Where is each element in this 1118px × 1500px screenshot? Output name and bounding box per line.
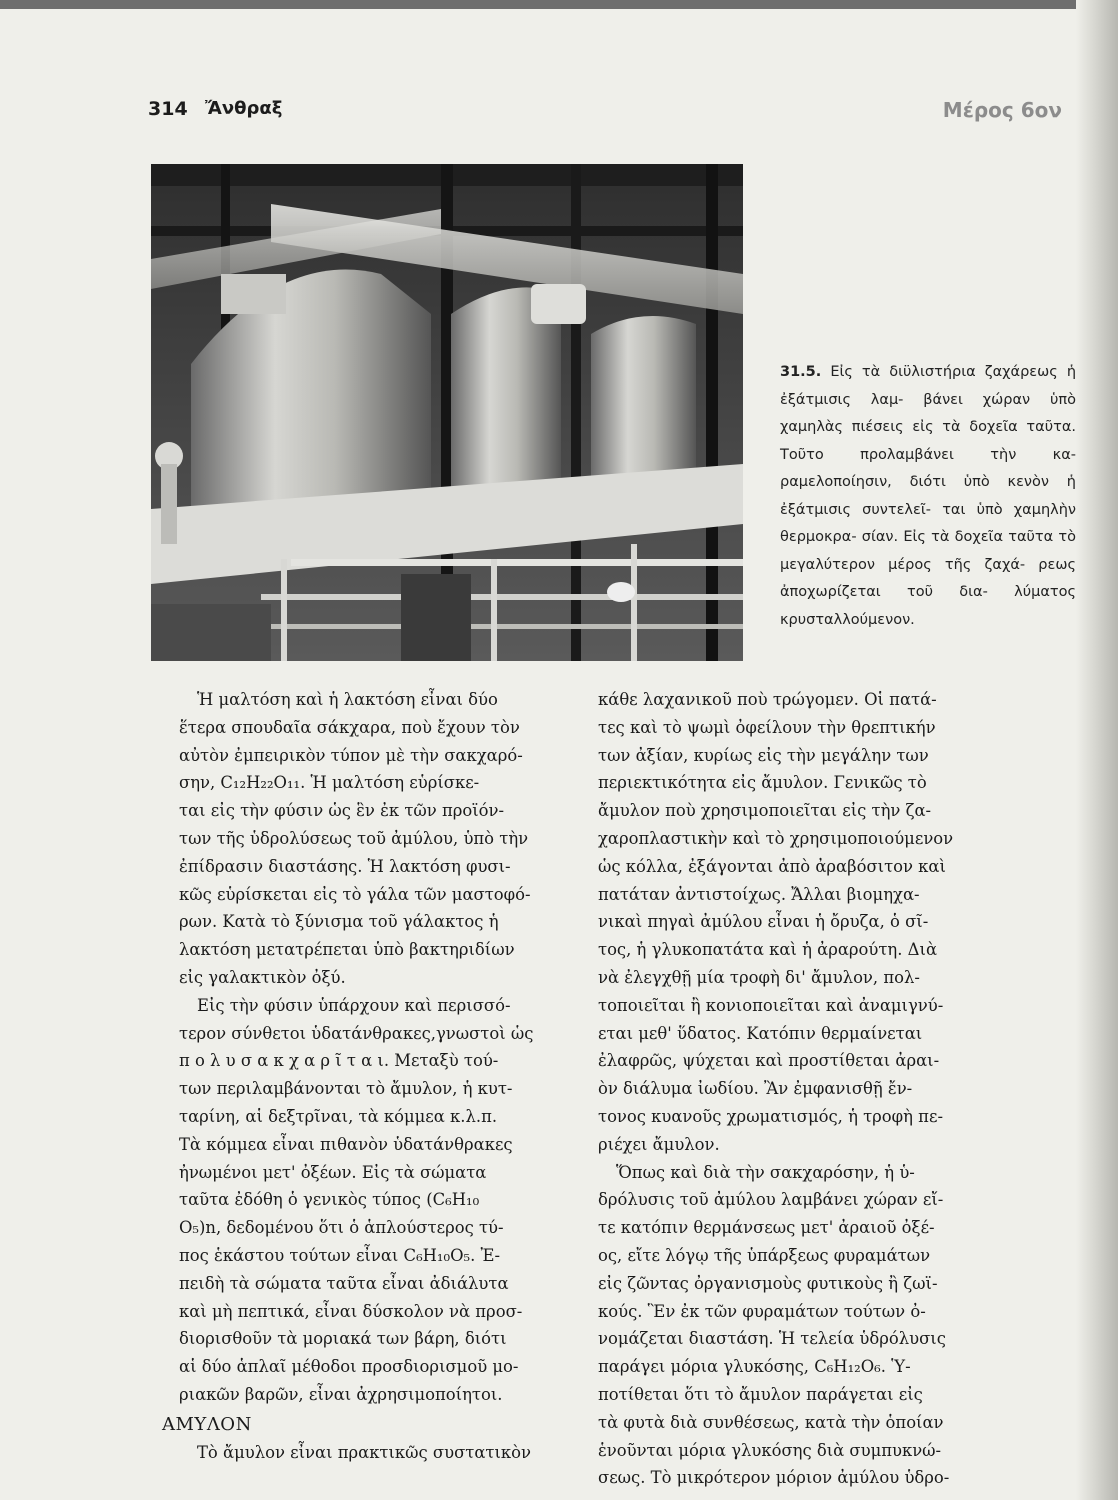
industrial-plant-image <box>151 164 743 661</box>
text-line: κάθε λαχανικοῦ ποὺ τρώγομεν. Οἱ πατά- <box>598 690 937 709</box>
text-line: δρόλυσις τοῦ ἀμύλου λαμβάνει χώραν εἴ- <box>598 1190 944 1210</box>
text-line: Εἰς τὴν φύσιν ὑπάρχουν καὶ περισσό- <box>197 995 511 1015</box>
text-line: των ἀξίαν, κυρίως εἰς τὴν μεγάλην των <box>598 745 929 765</box>
text-line: Ἡ μαλτόση καὶ ἡ λακτόση εἶναι δύο <box>197 690 498 709</box>
caption-line: λύματος κρυσταλλούμενον. <box>780 584 1077 628</box>
text-line: εἰς ζῶντας ὀργανισμοὺς φυτικοὺς ἢ ζωϊ- <box>598 1273 938 1293</box>
text-line: χαροπλαστικὴν καὶ τὸ χρησιμοποιούμενον <box>598 828 954 848</box>
text-line: πειδὴ τὰ σώματα ταῦτα εἶναι ἀδιάλυτα <box>179 1273 509 1293</box>
text-line: αἱ δύο ἁπλαῖ μέθοδοι προσδιορισμοῦ μο- <box>179 1357 519 1377</box>
text-line: νικαὶ πηγαὶ ἀμύλου εἶναι ἡ ὄρυζα, ὁ σῖ- <box>598 912 929 932</box>
caption-line: Εἰς τὰ διϋλιστήρια <box>830 364 976 380</box>
text-line: τος, ἡ γλυκοπατάτα καὶ ἡ ἀραρούτη. Διὰ <box>598 940 938 960</box>
running-title: Ἄνθραξ <box>205 98 283 119</box>
caption-line: κενὸν ἡ ἐξάτμισις συντελεῖ- <box>780 474 1076 518</box>
text-line: παράγει μόρια γλυκόσης, C₆H₁₂O₆. Ὑ- <box>598 1357 911 1377</box>
text-line: Τὰ κόμμεα εἶναι πιθανὸν ὑδατάνθρακες <box>179 1134 513 1154</box>
text-line: κούς. Ἓν ἐκ τῶν φυραμάτων τούτων ὀ- <box>598 1301 926 1321</box>
caption-line: βάνει χώραν ὑπὸ χαμηλὰς <box>780 391 1077 435</box>
text-line: π ο λ υ σ α κ χ α ρ ῖ τ α ι. Μεταξὺ τού- <box>179 1051 499 1071</box>
text-line: λακτόση μετατρέπεται ὑπὸ βακτηριδίων <box>179 940 515 960</box>
text-line: τε κατόπιν θερμάνσεως μετ' ἀραιοῦ ὀξέ- <box>598 1218 935 1238</box>
text-line: τερον σύνθετοι ὑδατάνθρακες,γνωστοὶ ὡς <box>179 1023 534 1043</box>
text-line: ποτίθεται ὅτι τὸ ἄμυλον παράγεται εἰς <box>598 1384 923 1404</box>
evaporator-photograph <box>151 164 743 661</box>
text-line: ἐλαφρῶς, ψύχεται καὶ προστίθεται ἀραι- <box>598 1051 940 1071</box>
text-line: εται μεθ' ὕδατος. Κατόπιν θερμαίνεται <box>598 1023 923 1043</box>
text-line: τὰ φυτὰ διὰ συνθέσεως, κατὰ τὴν ὁποίαν <box>598 1412 944 1432</box>
caption-line: ραμελοποίησιν, διότι ὑπὸ <box>780 474 990 490</box>
caption-line: ζαχάρεως ἡ ἐξάτμισις λαμ- <box>780 364 1077 408</box>
text-line: σεως. Τὸ μικρότερον μόριον ἀμύλου ὑδρο- <box>598 1468 950 1488</box>
book-spine-shadow <box>1076 0 1118 1500</box>
text-line: Ὅπως καὶ διὰ τὴν σακχαρόσην, ἡ ὑ- <box>616 1162 915 1182</box>
caption-line: σίαν. Εἰς τὰ δοχεῖα ταῦτα τὸ <box>861 529 1076 545</box>
text-line: ταῦτα ἐδόθη ὁ γενικὸς τύπος (C₆H₁₀ <box>179 1190 480 1210</box>
text-line: σην, C₁₂H₂₂O₁₁. Ἡ μαλτόση εὑρίσκε- <box>179 773 480 793</box>
text-line: των περιλαμβάνονται τὸ ἄμυλον, ἡ κυτ- <box>179 1079 513 1099</box>
right-text-column <box>598 686 1035 1492</box>
figure-number: 31.5. <box>780 364 822 380</box>
caption-line: μεγαλύτερον μέρος τῆς ζαχά- <box>780 556 1026 573</box>
text-line: ἠνωμένοι μετ' ὀξέων. Εἰς τὰ σώματα <box>179 1162 487 1182</box>
section-heading-amylon: ΑΜΥΛΟΝ <box>162 1413 252 1435</box>
text-line: πος ἑκάστου τούτων εἶναι C₆H₁₀O₅. Ἐ- <box>179 1245 501 1265</box>
text-line: ται εἰς τὴν φύσιν ὡς ἓν ἐκ τῶν προϊόν- <box>179 801 505 821</box>
text-line: Τὸ ἄμυλον εἶναι πρακτικῶς συστατικὸν <box>197 1442 531 1462</box>
text-line: ταρίνη, αἱ δεξτρῖναι, τὰ κόμμεα κ.λ.π. <box>179 1106 498 1126</box>
text-line: ὡς κόλλα, ἐξάγονται ἀπὸ ἀραβόσιτον καὶ <box>598 856 946 876</box>
text-line: εἰς γαλακτικὸν ὀξύ. <box>179 967 346 987</box>
text-line: ἐπίδρασιν διαστάσης. Ἡ λακτόση φυσι- <box>179 856 511 876</box>
caption-line: πιέσεις εἰς τὰ δοχεῖα ταῦτα. <box>851 419 1076 435</box>
figure-caption <box>780 359 1076 634</box>
left-text-column <box>162 686 581 1466</box>
text-line: τονος κυανοῦς χρωματισμός, ἡ τροφὴ πε- <box>598 1106 943 1126</box>
text-line: πατάταν ἀντιστοίχως. Ἄλλαι βιομηχα- <box>598 884 920 904</box>
part-label: Μέρος 6ον <box>942 98 1062 122</box>
text-line: των τῆς ὑδρολύσεως τοῦ ἀμύλου, ὑπὸ τὴν <box>179 828 529 848</box>
text-line: τοποιεῖται ἢ κονιοποιεῖται καὶ ἀναμιγνύ- <box>598 995 944 1015</box>
text-line: αὐτὸν ἐμπειρικὸν τύπον μὲ τὴν σακχαρό- <box>179 745 523 765</box>
text-line: O₅)n, δεδομένου ὅτι ὁ ἁπλούστερος τύ- <box>179 1218 504 1238</box>
text-line: ὸν διάλυμα ἰωδίου. Ἂν ἐμφανισθῇ ἔν- <box>598 1079 913 1099</box>
text-line: διορισθοῦν τὰ μοριακά των βάρη, διότι <box>179 1329 507 1349</box>
top-scan-border <box>0 0 1118 9</box>
text-line: ἕτερα σπουδαῖα σάκχαρα, ποὺ ἔχουν τὸν <box>179 717 520 737</box>
caption-line: Τοῦτο προλαμβάνει τὴν κα- <box>780 446 1076 463</box>
text-line: ριακῶν βαρῶν, εἶναι ἀχρησιμοποίητοι. <box>179 1384 503 1404</box>
text-line: ριέχει ἄμυλον. <box>598 1134 720 1154</box>
caption-line: ρεως ἀποχωρίζεται τοῦ δια- <box>780 556 1076 600</box>
text-line: κῶς εὑρίσκεται εἰς τὸ γάλα τῶν μαστοφό- <box>179 884 531 904</box>
text-line: τες καὶ τὸ ψωμὶ ὀφείλουν τὴν θρεπτικήν <box>598 717 936 737</box>
text-line: ἄμυλον ποὺ χρησιμοποιεῖται εἰς τὴν ζα- <box>598 801 932 821</box>
text-line: ος, εἴτε λόγῳ τῆς ὑπάρξεως φυραμάτων <box>598 1245 931 1265</box>
text-line: νομάζεται διαστάση. Ἡ τελεία ὑδρόλυσις <box>598 1329 946 1349</box>
text-line: ἑνοῦνται μόρια γλυκόσης διὰ συμπυκνώ- <box>598 1440 942 1460</box>
text-line: περιεκτικότητα εἰς ἄμυλον. Γενικῶς τὸ <box>598 773 927 793</box>
text-line: καὶ μὴ πεπτικά, εἶναι δύσκολον νὰ προσ- <box>179 1301 523 1321</box>
page-number: 314 <box>148 98 188 120</box>
caption-line: ται ὑπὸ χαμηλὴν θερμοκρα- <box>780 501 1077 545</box>
text-line: νὰ ἐλεγχθῇ μία τροφὴ δι' ἄμυλον, πολ- <box>598 967 920 987</box>
text-line: ρων. Κατὰ τὸ ξύνισμα τοῦ γάλακτος ἡ <box>179 912 499 932</box>
